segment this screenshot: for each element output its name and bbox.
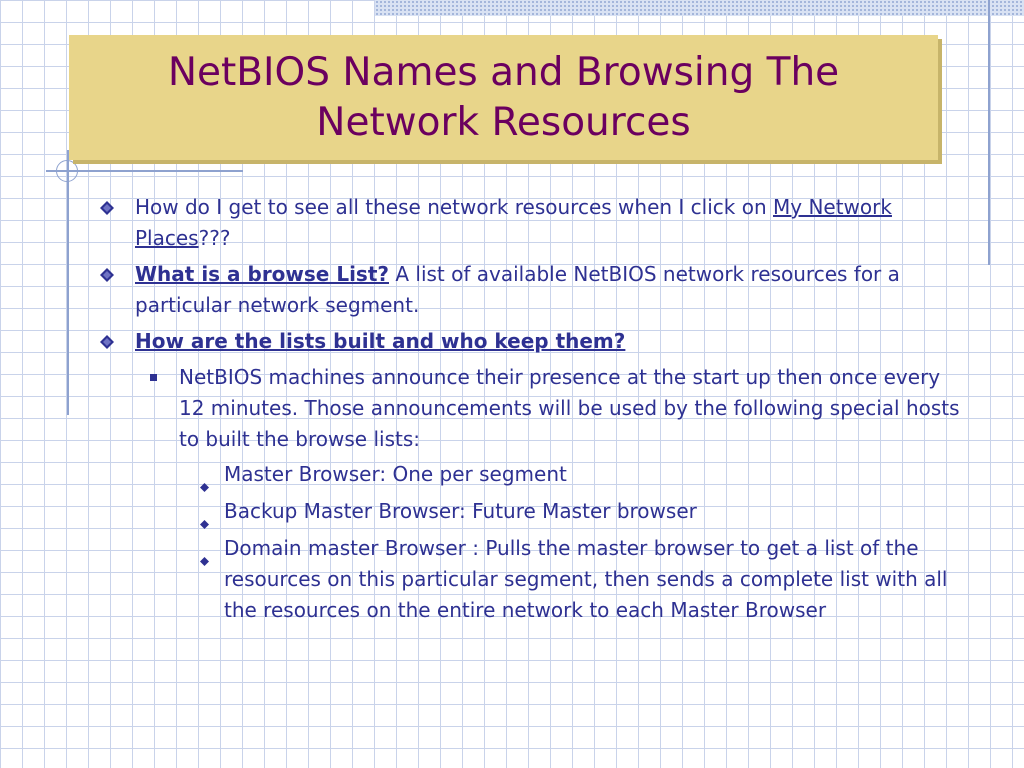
bullet-heading: What is a browse List? [135,262,389,286]
decorative-vertical-line-left [67,150,69,415]
bullet-heading: How are the lists built and who keep them? [135,329,626,353]
bullet-how-lists-built [100,326,960,357]
diamond-bullet-icon [100,326,114,349]
slide-title [158,48,849,148]
decorative-top-band [375,0,1024,16]
bullet-my-network-places [100,192,960,254]
diamond-bullet-icon [100,192,114,215]
diamond-bullet-icon [100,259,114,282]
sub-sub-bullet-text: Master Browser: One per segment [224,462,567,486]
bullet-text: How do I get to see all these network resources when I click on [135,195,773,219]
decorative-circle [56,160,78,182]
sub-sub-bullet-text: Backup Master Browser: Future Master browser [224,499,697,523]
slide-title-line1: NetBIOS Names and Browsing The [167,49,840,95]
small-diamond-bullet-icon [200,544,209,575]
slide-body [100,192,960,632]
bullet-text-suffix: ??? [198,226,231,250]
sub-sub-bullet-domain-master [100,533,960,626]
title-box [69,35,938,160]
slide-title-line2: Network Resources [316,99,691,145]
sub-sub-bullet-backup-master [100,496,960,527]
decorative-vertical-line-right [988,0,990,265]
sub-bullet [100,362,960,455]
my-network-places-link[interactable]: My Network Places [135,195,892,250]
sub-bullet-text: NetBIOS machines announce their presence at the start up then once every 12 minutes. Those announcements will be used by the following special hosts to built the browse lists: [179,365,960,451]
square-bullet-icon [150,374,157,381]
sub-sub-bullet-text: Domain master Browser : Pulls the master browser to get a list of the resources on this particular segment, then sends a complete list with all the resources on the entire network to each Master Browser [224,536,948,622]
sub-sub-bullet-master-browser [100,459,960,490]
bullet-browse-list [100,259,960,321]
bullet-text: A list of available NetBIOS network resources for a particular network segment. [135,262,900,317]
